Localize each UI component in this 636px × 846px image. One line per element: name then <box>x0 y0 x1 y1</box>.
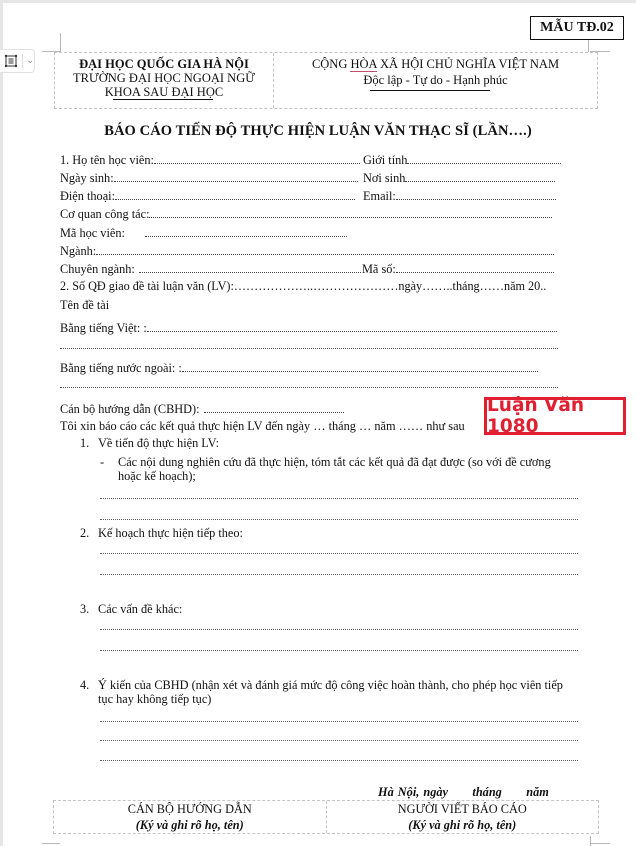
fill-dots <box>154 152 360 164</box>
section-4-heading <box>80 678 563 693</box>
label: Ngành: <box>60 244 97 258</box>
fill-dots <box>204 401 344 413</box>
section-label: Các vấn đề khác: <box>98 602 183 616</box>
fill-line[interactable] <box>100 574 578 575</box>
supervisor-signature-note: (Ký và ghi rõ họ, tên) <box>135 818 244 832</box>
signature-table <box>53 800 599 834</box>
label: Bằng tiếng nước ngoài: : <box>60 361 182 375</box>
supervisor-signature-title: CÁN BỘ HƯỚNG DẪN <box>127 802 252 816</box>
crop-mark-bottom-right-v <box>590 836 591 846</box>
form-code-box <box>530 16 624 40</box>
motto-underline <box>370 90 490 91</box>
section-label: Ý kiến của CBHD (nhận xét và đánh giá mức độ công việc hoàn thành, cho phép học viên tiếp <box>98 678 563 692</box>
fill-line[interactable] <box>100 519 578 520</box>
thesis-title-heading <box>60 298 109 313</box>
section-1-bullet <box>100 455 551 470</box>
signature-date-line: Hà Nội, ngày tháng năm <box>378 785 549 799</box>
fill-dots <box>115 188 355 200</box>
crop-mark-top-left-v <box>60 33 61 52</box>
field-code[interactable] <box>362 261 554 277</box>
label: 1. Họ tên học viên: <box>60 153 154 167</box>
section-1-bullet-cont <box>118 469 196 484</box>
label: 2. Số QĐ giao đề tài luận văn (LV):………………..…………………ngày……..tháng……năm 20.. <box>60 279 547 293</box>
field-birthplace[interactable] <box>363 170 555 186</box>
header-table <box>54 52 598 109</box>
chevron-down-icon[interactable]: ⌄ <box>26 56 34 66</box>
national-motto: Độc lập - Tự do - Hạnh phúc <box>363 73 508 87</box>
field-gender[interactable] <box>363 152 561 168</box>
section-number: 2. <box>80 526 90 540</box>
fill-line[interactable] <box>100 553 578 554</box>
author-signature-title: NGƯỜI VIẾT BÁO CÁO <box>397 802 527 816</box>
fill-dots <box>139 261 361 273</box>
label: Cán bộ hướng dẫn (CBHD): <box>60 402 200 416</box>
label: Tên đề tài <box>60 298 110 312</box>
field-student-id[interactable] <box>60 225 347 241</box>
section-label: Kế hoạch thực hiện tiếp theo: <box>98 526 243 540</box>
label: Mã học viên: <box>60 226 125 240</box>
nation-name-suffix: XÃ HỘI CHỦ NGHĨA VIỆT NAM <box>376 57 560 71</box>
nation-name <box>274 57 597 71</box>
section-2-heading <box>80 526 243 541</box>
label: Ngày sinh: <box>60 171 114 185</box>
label: Giới tính <box>363 153 408 167</box>
section-number: 4. <box>80 678 90 692</box>
section-number: 1. <box>80 436 90 450</box>
section-3-heading <box>80 602 182 617</box>
crop-mark-bottom-left-h <box>42 843 60 844</box>
university-name: ĐẠI HỌC QUỐC GIA HÀ NỘI <box>79 57 249 71</box>
fill-line[interactable] <box>100 740 578 741</box>
divider <box>22 54 23 68</box>
watermark-text: Luận Văn 1080 <box>487 395 585 437</box>
label: Mã số: <box>362 262 396 276</box>
field-supervisor[interactable] <box>60 401 344 417</box>
section-4-heading-cont <box>98 692 211 707</box>
fill-line[interactable] <box>60 387 558 388</box>
fill-dots <box>149 206 552 218</box>
field-major[interactable] <box>60 243 554 259</box>
field-full-name[interactable] <box>60 152 360 168</box>
section-number: 3. <box>80 602 90 616</box>
field-email[interactable] <box>363 188 556 204</box>
spellcheck-flagged-word[interactable]: HÒA <box>350 57 377 71</box>
section-label: Về tiến độ thực hiện LV: <box>98 436 220 450</box>
field-specialization[interactable] <box>60 261 361 277</box>
label: Điện thoại: <box>60 189 115 203</box>
field-title-vietnamese[interactable] <box>60 320 557 336</box>
label: Nơi sinh <box>363 171 406 185</box>
nation-name-prefix: CỘNG <box>311 57 351 71</box>
report-intro <box>60 419 465 434</box>
label: Cơ quan công tác: <box>60 207 150 221</box>
fill-dots <box>396 261 554 273</box>
label: Tôi xin báo cáo các kết quả thực hiện LV đến ngày … tháng … năm …… như sau <box>60 419 465 433</box>
fill-line[interactable] <box>100 721 578 722</box>
fill-dots <box>145 225 347 237</box>
faculty-name: KHOA SAU ĐẠI HỌC <box>104 85 224 99</box>
fill-dots <box>114 170 358 182</box>
section-label-cont: tục hay không tiếp tục) <box>98 692 212 706</box>
form-code-label: MẪU TĐ.02 <box>540 20 614 35</box>
fill-dots <box>96 243 554 255</box>
author-signature-cell[interactable] <box>327 801 599 833</box>
field-workplace[interactable] <box>60 206 552 222</box>
watermark-badge <box>484 397 626 435</box>
label: Bằng tiếng Việt: : <box>60 321 147 335</box>
field-decision-number[interactable] <box>60 279 546 294</box>
text-box-anchor-line <box>588 40 589 52</box>
faculty-underline <box>113 99 213 100</box>
fill-line[interactable] <box>100 650 578 651</box>
fill-line[interactable] <box>100 629 578 630</box>
field-dob[interactable] <box>60 170 358 186</box>
bullet-text: Các nội dung nghiên cứu đã thực hiện, tóm tắt các kết quả đã đạt được (so với đề cương <box>118 455 551 469</box>
label: Chuyên ngành: <box>60 262 135 276</box>
author-signature-note: (Ký và ghi rõ họ, tên) <box>408 818 517 832</box>
header-nation <box>274 53 597 108</box>
supervisor-signature-cell[interactable] <box>54 801 327 833</box>
header-institution <box>55 53 274 108</box>
document-title: BÁO CÁO TIẾN ĐỘ THỰC HIỆN LUẬN VĂN THẠC SĨ (LẦN….) <box>104 123 532 139</box>
layout-options-icon <box>2 52 19 70</box>
fill-line[interactable] <box>100 760 578 761</box>
bullet-dash: - <box>100 455 105 469</box>
crop-mark-bottom-right-h <box>590 843 610 844</box>
fill-dots <box>147 320 557 332</box>
section-1-heading <box>80 436 219 451</box>
bullet-text-cont: hoặc kế hoạch); <box>118 469 196 483</box>
fill-dots <box>405 170 555 182</box>
layout-options-button[interactable] <box>0 49 35 73</box>
fill-line[interactable] <box>60 348 558 349</box>
window-top-edge <box>0 0 636 3</box>
label: Email: <box>363 189 396 203</box>
fill-line[interactable] <box>100 498 578 499</box>
fill-dots <box>396 188 556 200</box>
field-title-foreign[interactable] <box>60 360 538 376</box>
fill-dots <box>407 152 561 164</box>
school-name: TRƯỜNG ĐẠI HỌC NGOẠI NGỮ <box>73 71 255 85</box>
field-phone[interactable] <box>60 188 355 204</box>
fill-dots <box>182 360 538 372</box>
